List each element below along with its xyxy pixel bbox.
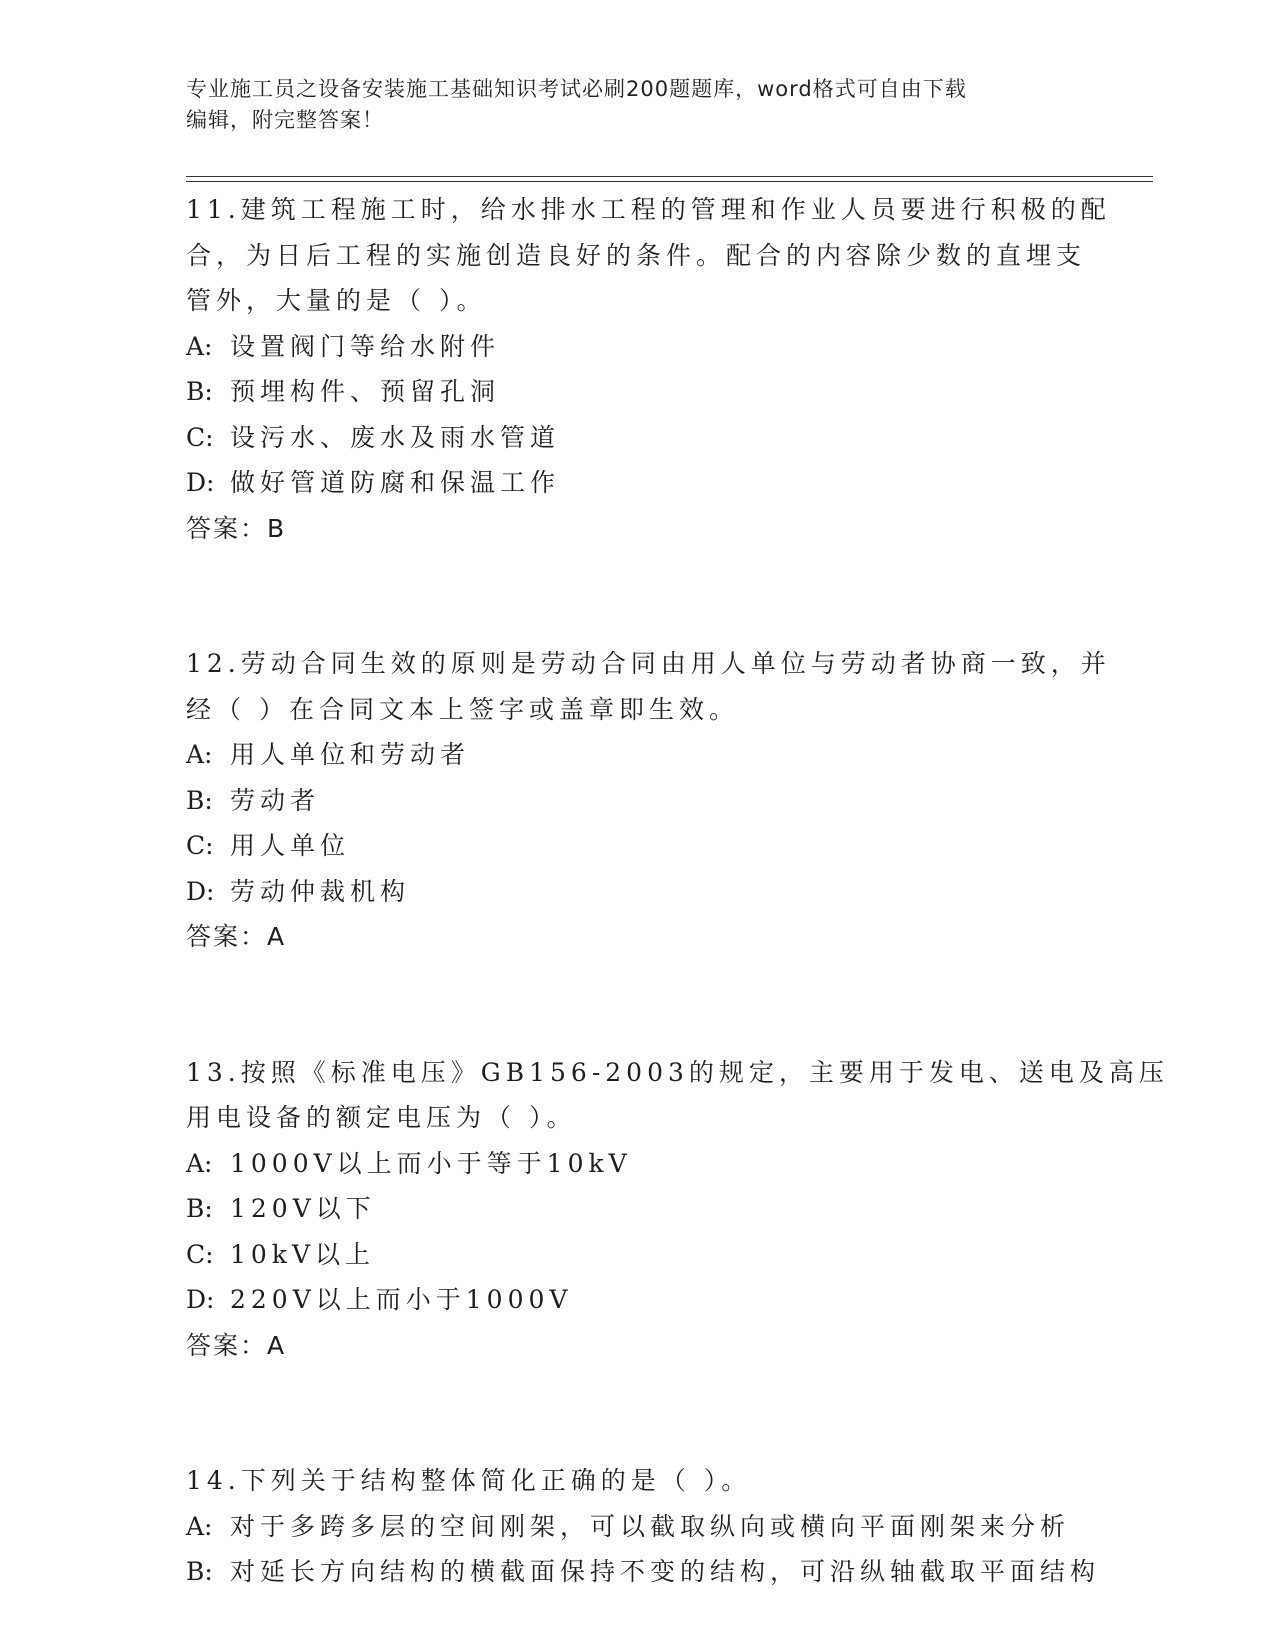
question-stem-line: 13.按照《标准电压》GB156-2003的规定，主要用于发电、送电及高压	[186, 1057, 1169, 1087]
header-title-line-1: 专业施工员之设备安装施工基础知识考试必刷200题题库，word格式可自由下载	[186, 77, 967, 101]
question-stem-line: 12.劳动合同生效的原则是劳动合同由用人单位与劳动者协商一致，并	[186, 649, 1111, 678]
question-14	[186, 1458, 1106, 1595]
question-spacer	[186, 551, 1106, 641]
option-b: B: 预埋构件、预留孔洞	[186, 377, 501, 406]
option-a: A: 设置阀门等给水附件	[186, 331, 501, 361]
question-stem-line: 经（ ）在合同文本上签字或盖章即生效。	[186, 694, 739, 724]
option-c: C: 设污水、废水及雨水管道	[186, 422, 561, 452]
option-c: C: 10kV以上	[186, 1239, 376, 1269]
question-spacer	[186, 960, 1106, 1050]
answer-line: 答案：A	[186, 922, 287, 951]
question-list	[186, 187, 1169, 1595]
question-13	[186, 1050, 1169, 1369]
header-title-line-2: 编辑，附完整答案！	[186, 108, 384, 132]
option-d: D: 做好管道防腐和保温工作	[186, 468, 561, 497]
question-spacer	[186, 1368, 1106, 1458]
option-d: D: 220V以上而小于1000V	[186, 1285, 573, 1314]
answer-line: 答案：B	[186, 513, 287, 543]
question-stem-line: 14.下列关于结构整体简化正确的是（ ）。	[186, 1466, 752, 1495]
option-b: B: 120V以下	[186, 1194, 376, 1223]
header-divider-bottom	[186, 181, 1153, 182]
question-stem-line: 管外，大量的是（ ）。	[186, 286, 487, 315]
option-d: D: 劳动仲裁机构	[186, 876, 411, 906]
question-stem-line: 11.建筑工程施工时，给水排水工程的管理和作业人员要进行积极的配	[186, 195, 1111, 224]
document-header	[186, 74, 1086, 136]
option-b: B: 对延长方向结构的横截面保持不变的结构，可沿纵轴截取平面结构	[186, 1557, 1101, 1586]
option-a: A: 用人单位和劳动者	[186, 740, 471, 769]
answer-line: 答案：A	[186, 1330, 287, 1360]
option-a: A: 对于多跨多层的空间刚架，可以截取纵向或横向平面刚架来分析	[186, 1511, 1071, 1541]
question-12	[186, 641, 1111, 960]
question-stem-line: 合，为日后工程的实施创造良好的条件。配合的内容除少数的直埋支	[186, 240, 1087, 270]
header-divider-top	[186, 176, 1153, 177]
question-stem-line: 用电设备的额定电压为（ ）。	[186, 1103, 577, 1132]
question-11	[186, 187, 1111, 551]
option-c: C: 用人单位	[186, 831, 351, 860]
option-a: A: 1000V以上而小于等于10kV	[186, 1148, 632, 1178]
option-b: B: 劳动者	[186, 785, 321, 815]
